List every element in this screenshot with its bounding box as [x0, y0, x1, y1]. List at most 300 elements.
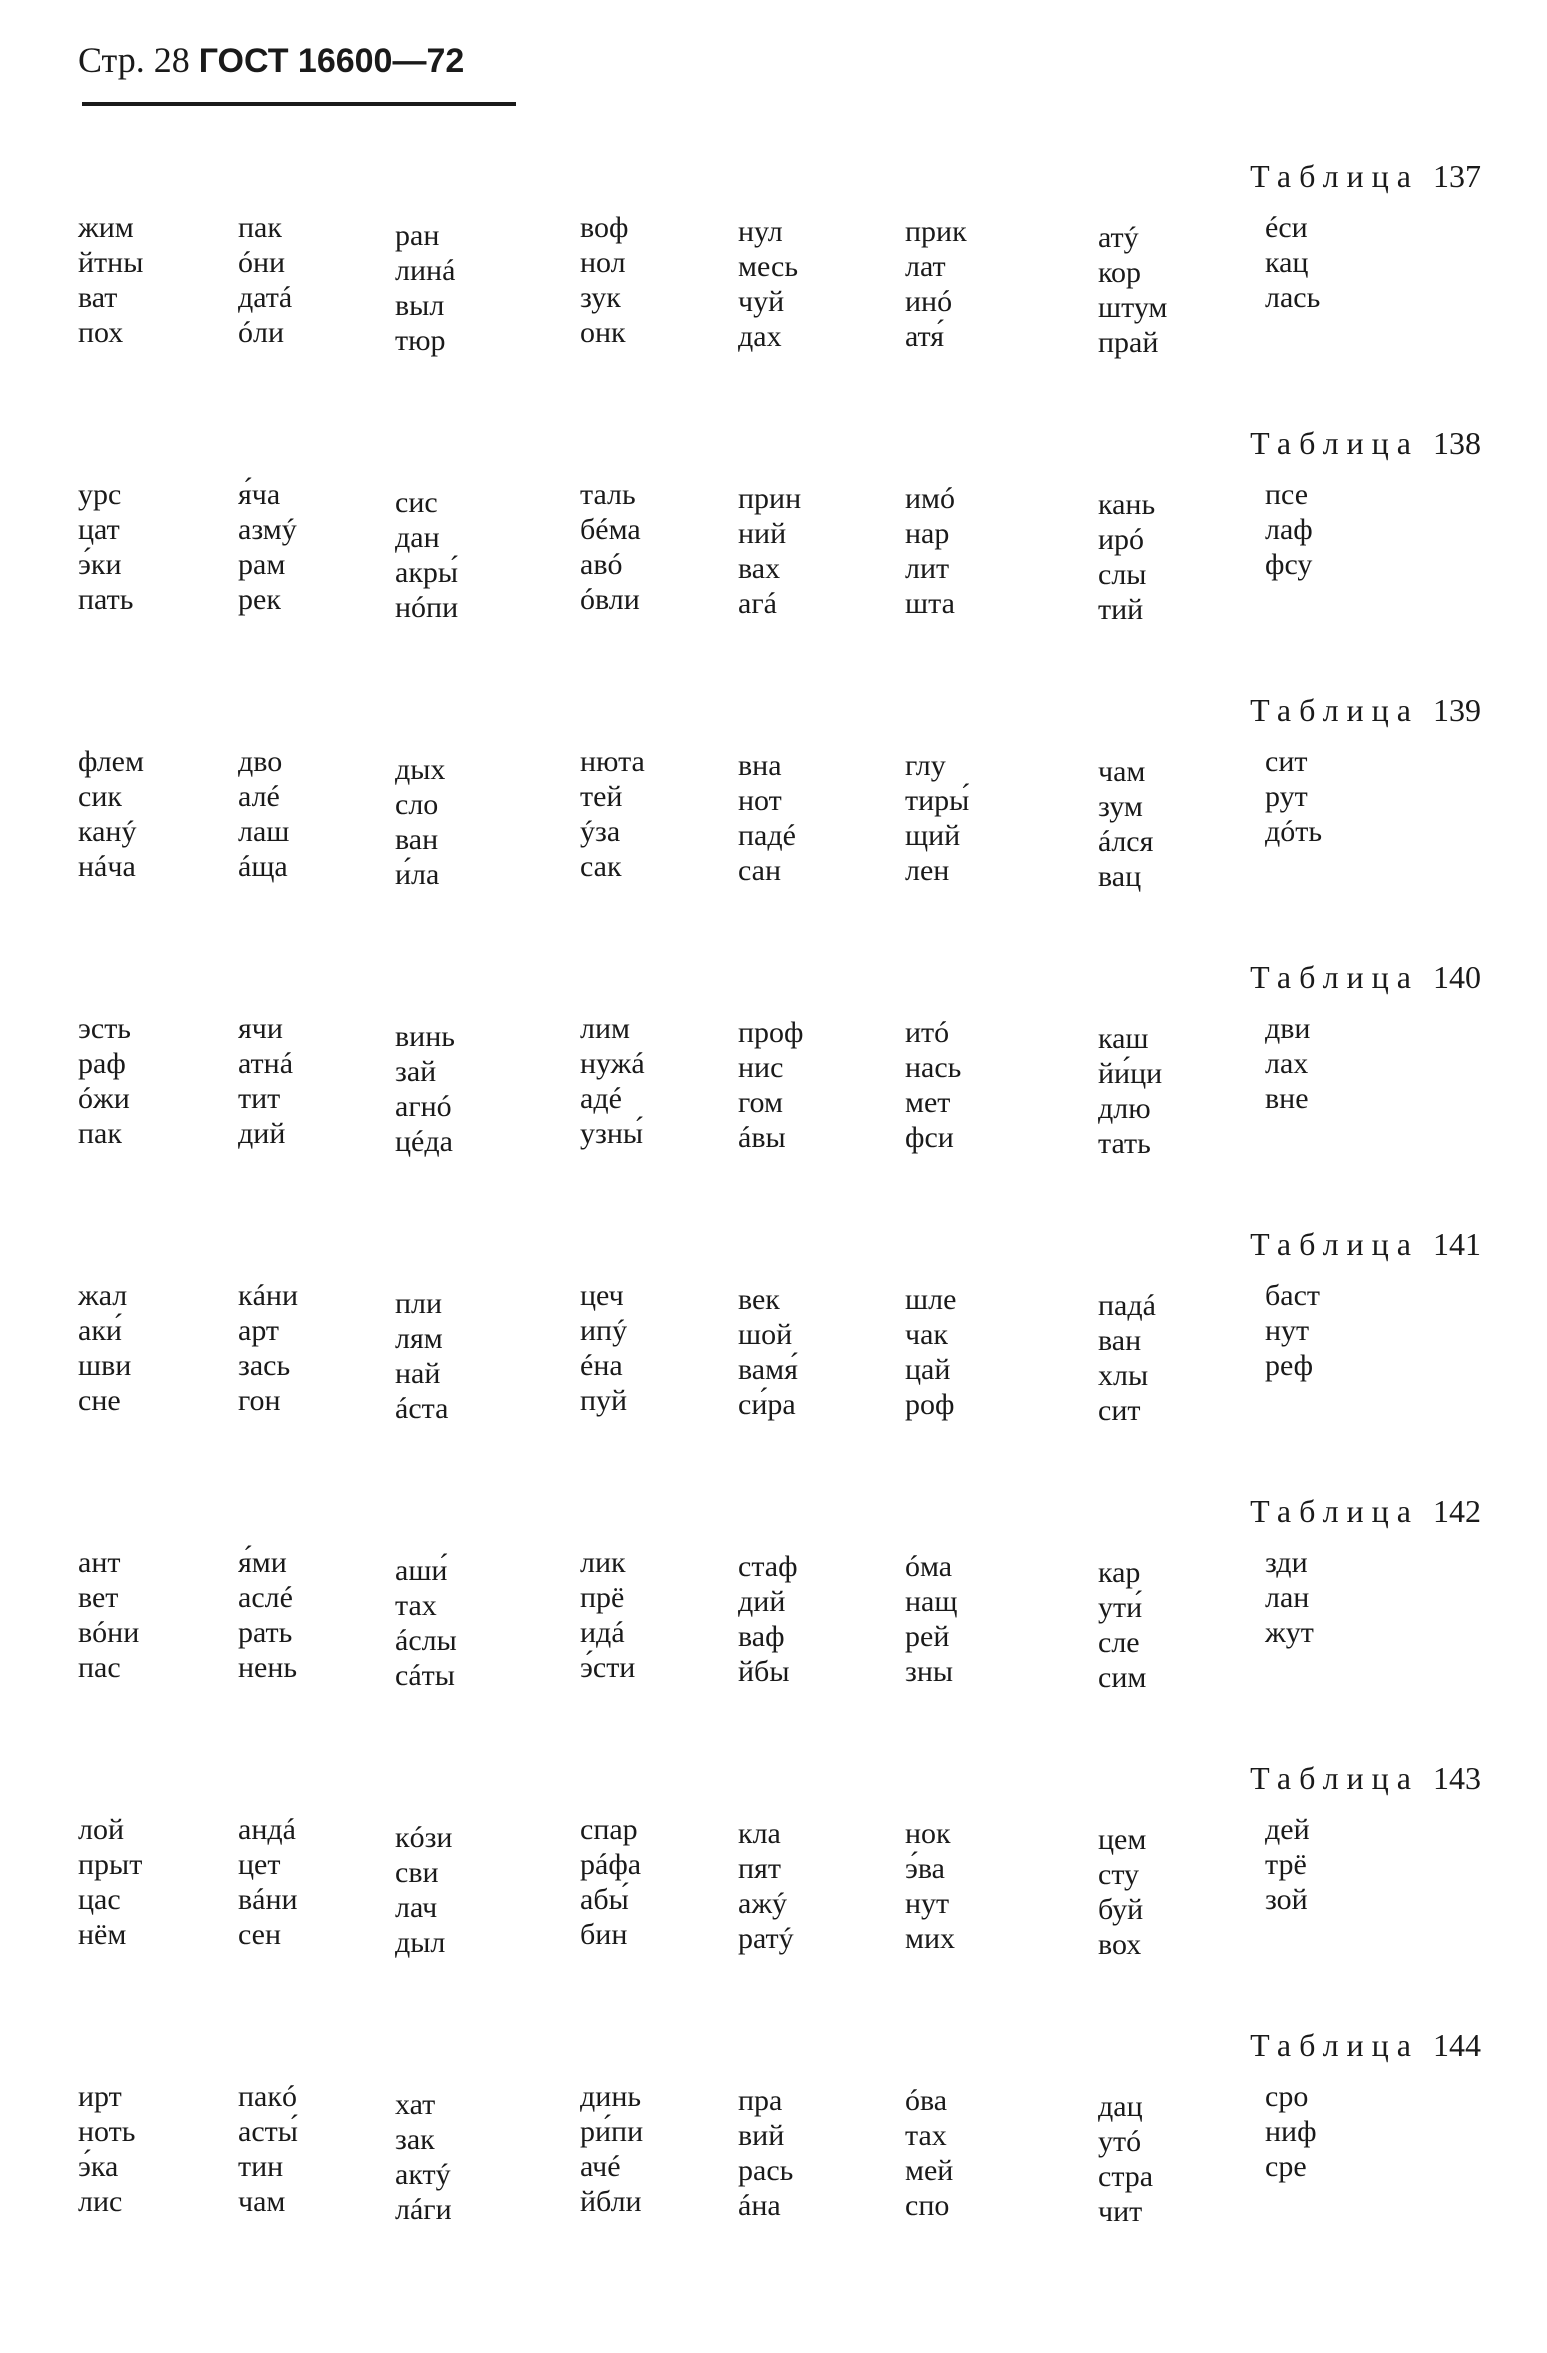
syllable-word: узны́	[580, 1117, 644, 1150]
syllable-word: я́ми	[238, 1546, 287, 1579]
syllable-word: óма	[905, 1550, 953, 1583]
syllable-word: нюта	[580, 745, 645, 778]
syllable-word: я́ча	[238, 478, 281, 511]
syllable-word: арт	[238, 1314, 280, 1347]
word-column	[1265, 1812, 1310, 1917]
syllable-word: ран	[395, 219, 440, 252]
syllable-word: óвли	[580, 583, 640, 616]
syllable-word: шле	[905, 1283, 957, 1316]
syllable-word: атý	[1098, 221, 1139, 254]
syllable-word: тюр	[395, 324, 446, 357]
syllable-word: óжи	[78, 1082, 130, 1115]
syllable-word: ячи	[238, 1012, 283, 1045]
standard-number: ГОСТ 16600—72	[198, 42, 465, 80]
syllable-word: ажý	[738, 1887, 788, 1920]
syllable-word: цéда	[395, 1125, 453, 1158]
syllable-word: áвы	[738, 1121, 786, 1154]
syllable-word: прай	[1098, 326, 1159, 359]
table-number: 138	[1433, 425, 1481, 461]
syllable-word: пать	[78, 583, 134, 616]
syllable-word: зой	[1265, 1883, 1308, 1916]
word-column	[905, 1282, 956, 1422]
syllable-word: дей	[1265, 1813, 1310, 1846]
syllable-word: зак	[395, 2123, 435, 2156]
syllable-word: алé	[238, 780, 280, 813]
table-word: Таблица	[1250, 692, 1419, 728]
syllable-word: мих	[905, 1922, 956, 1955]
syllable-word: нáча	[78, 850, 136, 883]
table-word: Таблица	[1250, 959, 1419, 995]
syllable-word: агá	[738, 587, 777, 620]
syllable-word: нóпи	[395, 591, 459, 624]
syllable-word: тит	[238, 1082, 281, 1115]
syllable-word: атя́	[905, 320, 945, 353]
syllable-word: сáты	[395, 1659, 455, 1692]
syllable-word: лит	[905, 552, 950, 585]
syllable-word: рут	[1265, 780, 1308, 813]
syllable-word: сро	[1265, 2080, 1309, 2113]
syllable-word: датá	[238, 281, 293, 314]
syllable-word: ват	[78, 281, 118, 314]
syllable-word: тиры́	[905, 784, 970, 817]
syllable-word: ри́пи	[580, 2115, 644, 2148]
syllable-word: адé	[580, 1082, 622, 1115]
syllable-word: идá	[580, 1616, 625, 1649]
syllable-word: вет	[78, 1581, 119, 1614]
syllable-word: псе	[1265, 478, 1309, 511]
syllable-word: шой	[738, 1318, 793, 1351]
word-column	[78, 210, 143, 350]
syllable-word: винь	[395, 1020, 455, 1053]
syllable-word: пуй	[580, 1384, 628, 1417]
syllable-word: пас	[78, 1651, 121, 1684]
syllable-word: аши́	[395, 1554, 448, 1587]
table-title	[1250, 2027, 1481, 2064]
syllable-word: нужá	[580, 1047, 645, 1080]
syllable-word: нот	[738, 784, 782, 817]
word-column	[238, 2079, 298, 2219]
word-column	[905, 214, 967, 354]
syllable-word: онк	[580, 316, 626, 349]
syllable-word: пли	[395, 1287, 443, 1320]
word-table-141	[0, 1226, 1547, 1466]
syllable-word: зди	[1265, 1546, 1308, 1579]
table-word: Таблица	[1250, 1760, 1419, 1796]
syllable-word: рась	[738, 2154, 794, 2187]
syllable-word: áна	[738, 2189, 781, 2222]
syllable-word: сик	[78, 780, 122, 813]
syllable-word: тах	[395, 1589, 437, 1622]
syllable-word: éси	[1265, 211, 1308, 244]
syllable-word: э́ка	[78, 2150, 119, 2183]
syllable-word: рáфа	[580, 1848, 642, 1881]
word-column	[1265, 210, 1320, 315]
syllable-word: фси	[905, 1121, 954, 1154]
table-title	[1250, 959, 1481, 996]
syllable-word: óли	[238, 316, 285, 349]
syllable-word: глу	[905, 749, 946, 782]
syllable-word: нут	[1265, 1314, 1310, 1347]
page-label: Стр. 28	[78, 40, 190, 80]
syllable-word: аки́	[78, 1314, 122, 1347]
word-column	[738, 1015, 804, 1155]
syllable-word: лаш	[238, 815, 290, 848]
syllable-word: вий	[738, 2119, 785, 2152]
word-column	[1265, 477, 1313, 582]
syllable-word: дан	[395, 521, 440, 554]
word-column	[580, 210, 628, 350]
word-table-139	[0, 692, 1547, 932]
word-column	[238, 1278, 298, 1418]
syllable-word: спо	[905, 2189, 950, 2222]
word-column	[580, 1812, 641, 1952]
syllable-word: вáни	[238, 1883, 298, 1916]
syllable-word: нар	[905, 517, 950, 550]
word-column	[1265, 1278, 1320, 1383]
syllable-word: ипý	[580, 1314, 628, 1347]
syllable-word: кар	[1098, 1556, 1141, 1589]
word-column	[1265, 1545, 1314, 1650]
syllable-word: йбы	[738, 1655, 790, 1688]
syllable-word: падá	[1098, 1289, 1156, 1322]
word-column	[738, 1282, 798, 1422]
syllable-word: дий	[238, 1117, 286, 1150]
word-column	[78, 1545, 139, 1685]
syllable-word: пят	[738, 1852, 781, 1885]
syllable-word: прё	[580, 1581, 625, 1614]
syllable-word: зась	[238, 1349, 291, 1382]
syllable-word: таль	[580, 478, 636, 511]
word-column	[905, 1015, 961, 1155]
syllable-word: утó	[1098, 2125, 1142, 2158]
syllable-word: éна	[580, 1349, 623, 1382]
syllable-word: сит	[1098, 1394, 1141, 1427]
syllable-word: нащ	[905, 1585, 958, 1618]
syllable-word: сту	[1098, 1858, 1140, 1891]
word-column	[78, 1812, 142, 1952]
word-column	[580, 1545, 635, 1685]
word-column	[395, 1286, 448, 1426]
syllable-word: лаф	[1265, 513, 1313, 546]
table-title	[1250, 1493, 1481, 1530]
word-table-140	[0, 959, 1547, 1199]
syllable-word: шта	[905, 587, 955, 620]
syllable-word: кац	[1265, 246, 1309, 279]
word-column	[1098, 754, 1153, 894]
syllable-word: дóть	[1265, 815, 1323, 848]
syllable-word: урс	[78, 478, 122, 511]
syllable-word: нень	[238, 1651, 298, 1684]
syllable-word: гом	[738, 1086, 783, 1119]
syllable-word: чуй	[738, 285, 785, 318]
syllable-word: сви	[395, 1856, 439, 1889]
syllable-word: хат	[395, 2088, 436, 2121]
syllable-word: лах	[1265, 1047, 1309, 1080]
syllable-word: лан	[1265, 1581, 1310, 1614]
syllable-word: пакó	[238, 2080, 297, 2113]
syllable-word: баст	[1265, 1279, 1321, 1312]
word-column	[1265, 744, 1322, 849]
syllable-word: вамя́	[738, 1353, 798, 1386]
word-column	[1098, 1555, 1146, 1695]
syllable-word: вна	[738, 749, 782, 782]
table-title	[1250, 158, 1481, 195]
word-column	[580, 1011, 645, 1151]
syllable-word: ван	[1098, 1324, 1142, 1357]
syllable-word: рать	[238, 1616, 293, 1649]
word-column	[395, 1553, 457, 1693]
word-column	[395, 2087, 452, 2227]
syllable-word: зум	[1098, 790, 1143, 823]
table-title	[1250, 425, 1481, 462]
syllable-word: шви	[78, 1349, 132, 1382]
word-column	[395, 485, 458, 625]
syllable-word: óни	[238, 246, 286, 279]
word-column	[1265, 2079, 1317, 2184]
syllable-word: нась	[905, 1051, 962, 1084]
syllable-word: тать	[1098, 1127, 1151, 1160]
syllable-word: най	[395, 1357, 441, 1390]
table-number: 137	[1433, 158, 1481, 194]
word-column	[238, 477, 297, 617]
syllable-word: абы́	[580, 1883, 629, 1916]
syllable-word: азмý	[238, 513, 297, 546]
syllable-word: сак	[580, 850, 622, 883]
syllable-word: сен	[238, 1918, 282, 1951]
word-column	[1098, 1021, 1162, 1161]
syllable-word: андá	[238, 1813, 296, 1846]
word-column	[905, 748, 969, 888]
syllable-word: линá	[395, 254, 456, 287]
syllable-word: рам	[238, 548, 286, 581]
word-column	[78, 1011, 131, 1151]
syllable-word: раф	[78, 1047, 126, 1080]
syllable-word: ирó	[1098, 523, 1145, 556]
word-column	[1098, 220, 1167, 360]
syllable-word: каш	[1098, 1022, 1149, 1055]
syllable-word: áста	[395, 1392, 449, 1425]
syllable-word: лис	[78, 2185, 123, 2218]
table-number: 139	[1433, 692, 1481, 728]
syllable-word: хлы	[1098, 1359, 1149, 1392]
word-column	[580, 744, 645, 884]
syllable-word: сим	[1098, 1661, 1147, 1694]
word-table-138	[0, 425, 1547, 665]
syllable-word: стаф	[738, 1550, 798, 1583]
syllable-word: тий	[1098, 593, 1144, 626]
syllable-word: ант	[78, 1546, 121, 1579]
syllable-word: сан	[738, 854, 782, 887]
word-column	[395, 752, 445, 892]
syllable-word: месь	[738, 250, 799, 283]
word-column	[1098, 487, 1155, 627]
word-table-142	[0, 1493, 1547, 1733]
syllable-word: чак	[905, 1318, 948, 1351]
word-table-137	[0, 158, 1547, 398]
table-word: Таблица	[1250, 1226, 1419, 1262]
syllable-word: лой	[78, 1813, 125, 1846]
syllable-word: вóни	[78, 1616, 140, 1649]
syllable-word: нул	[738, 215, 783, 248]
syllable-word: сит	[1265, 745, 1308, 778]
word-column	[78, 2079, 135, 2219]
syllable-word: зай	[395, 1055, 437, 1088]
syllable-word: ýза	[580, 815, 621, 848]
syllable-word: жут	[1265, 1616, 1314, 1649]
word-column	[1098, 1822, 1146, 1962]
syllable-word: век	[738, 1283, 780, 1316]
syllable-word: тах	[905, 2119, 947, 2152]
word-column	[905, 1816, 955, 1956]
syllable-word: динь	[580, 2080, 642, 2113]
syllable-word: ваф	[738, 1620, 785, 1653]
syllable-word: дий	[738, 1585, 786, 1618]
syllable-word: пох	[78, 316, 124, 349]
syllable-word: итó	[905, 1016, 950, 1049]
syllable-word: э́сти	[580, 1651, 636, 1684]
syllable-word: чит	[1098, 2195, 1143, 2228]
word-column	[738, 1816, 794, 1956]
syllable-word: длю	[1098, 1092, 1151, 1125]
syllable-word: рек	[238, 583, 281, 616]
word-column	[395, 1820, 452, 1960]
table-number: 141	[1433, 1226, 1481, 1262]
syllable-word: лям	[395, 1322, 443, 1355]
syllable-word: óва	[905, 2084, 948, 2117]
syllable-word: роф	[905, 1388, 955, 1421]
syllable-word: рей	[905, 1620, 950, 1653]
word-table-144	[0, 2027, 1547, 2267]
header-underline	[82, 102, 516, 106]
syllable-word: реф	[1265, 1349, 1314, 1382]
syllable-word: цас	[78, 1883, 121, 1916]
table-number: 143	[1433, 1760, 1481, 1796]
word-column	[1265, 1011, 1310, 1116]
syllable-word: йбли	[580, 2185, 642, 2218]
syllable-word: лен	[905, 854, 950, 887]
syllable-word: прыт	[78, 1848, 143, 1881]
word-column	[238, 744, 289, 884]
syllable-word: щий	[905, 819, 961, 852]
syllable-word: ратý	[738, 1922, 794, 1955]
syllable-word: цеч	[580, 1279, 624, 1312]
syllable-word: áлся	[1098, 825, 1154, 858]
syllable-word: нём	[78, 1918, 127, 1951]
syllable-word: сис	[395, 486, 438, 519]
syllable-word: ирт	[78, 2080, 122, 2113]
syllable-word: лась	[1265, 281, 1321, 314]
syllable-word: ачé	[580, 2150, 621, 2183]
table-word: Таблица	[1250, 1493, 1419, 1529]
word-column	[905, 1549, 957, 1689]
word-column	[78, 477, 133, 617]
syllable-word: áслы	[395, 1624, 457, 1657]
syllable-word: флем	[78, 745, 144, 778]
syllable-word: имó	[905, 482, 956, 515]
syllable-word: агнó	[395, 1090, 452, 1123]
syllable-word: бéма	[580, 513, 641, 546]
syllable-word: эсть	[78, 1012, 131, 1045]
word-column	[1098, 1288, 1156, 1428]
word-column	[395, 218, 455, 358]
syllable-word: пак	[78, 1117, 122, 1150]
syllable-word: кóзи	[395, 1821, 453, 1854]
syllable-word: лик	[580, 1546, 626, 1579]
syllable-word: и́ла	[395, 858, 440, 891]
syllable-word: кор	[1098, 256, 1142, 289]
word-column	[238, 1011, 293, 1151]
syllable-word: мет	[905, 1086, 951, 1119]
table-number: 140	[1433, 959, 1481, 995]
syllable-word: лáги	[395, 2193, 452, 2226]
table-title	[1250, 692, 1481, 729]
syllable-word: сне	[78, 1384, 121, 1417]
syllable-word: си́ра	[738, 1388, 796, 1421]
syllable-word: дыл	[395, 1926, 446, 1959]
syllable-word: ван	[395, 823, 439, 856]
syllable-word: выл	[395, 289, 445, 322]
syllable-word: áща	[238, 850, 288, 883]
syllable-word: гон	[238, 1384, 281, 1417]
syllable-word: лим	[580, 1012, 631, 1045]
syllable-word: ний	[738, 517, 787, 550]
syllable-word: дви	[1265, 1012, 1311, 1045]
syllable-word: асты́	[238, 2115, 298, 2148]
word-table-143	[0, 1760, 1547, 2000]
syllable-word: лат	[905, 250, 946, 283]
syllable-word: цат	[78, 513, 120, 546]
syllable-word: прин	[738, 482, 802, 515]
syllable-word: мей	[905, 2154, 954, 2187]
syllable-word: кáни	[238, 1279, 298, 1312]
syllable-word: дац	[1098, 2090, 1143, 2123]
syllable-word: инó	[905, 285, 953, 318]
syllable-word: зук	[580, 281, 621, 314]
syllable-word: жим	[78, 211, 134, 244]
syllable-word: канý	[78, 815, 137, 848]
syllable-word: нол	[580, 246, 626, 279]
table-word: Таблица	[1250, 2027, 1419, 2063]
syllable-word: чам	[238, 2185, 286, 2218]
syllable-word: нис	[738, 1051, 784, 1084]
word-column	[738, 214, 798, 354]
word-column	[738, 748, 796, 888]
word-column	[580, 1278, 627, 1418]
syllable-word: вне	[1265, 1082, 1309, 1115]
syllable-word: жал	[78, 1279, 128, 1312]
syllable-word: ути́	[1098, 1591, 1143, 1624]
syllable-word: нок	[905, 1817, 951, 1850]
table-word: Таблица	[1250, 425, 1419, 461]
syllable-word: трё	[1265, 1848, 1307, 1881]
word-column	[580, 2079, 643, 2219]
word-column	[1098, 2089, 1153, 2229]
word-column	[738, 481, 801, 621]
syllable-word: ноть	[78, 2115, 136, 2148]
syllable-word: чам	[1098, 755, 1146, 788]
table-number: 142	[1433, 1493, 1481, 1529]
syllable-word: штум	[1098, 291, 1168, 324]
syllable-word: атнá	[238, 1047, 294, 1080]
syllable-word: кла	[738, 1817, 781, 1850]
syllable-word: йтны	[78, 246, 144, 279]
syllable-word: тей	[580, 780, 623, 813]
syllable-word: пра	[738, 2084, 783, 2117]
syllable-word: цем	[1098, 1823, 1147, 1856]
word-column	[580, 477, 641, 617]
syllable-word: сле	[1098, 1626, 1140, 1659]
word-column	[238, 1812, 298, 1952]
